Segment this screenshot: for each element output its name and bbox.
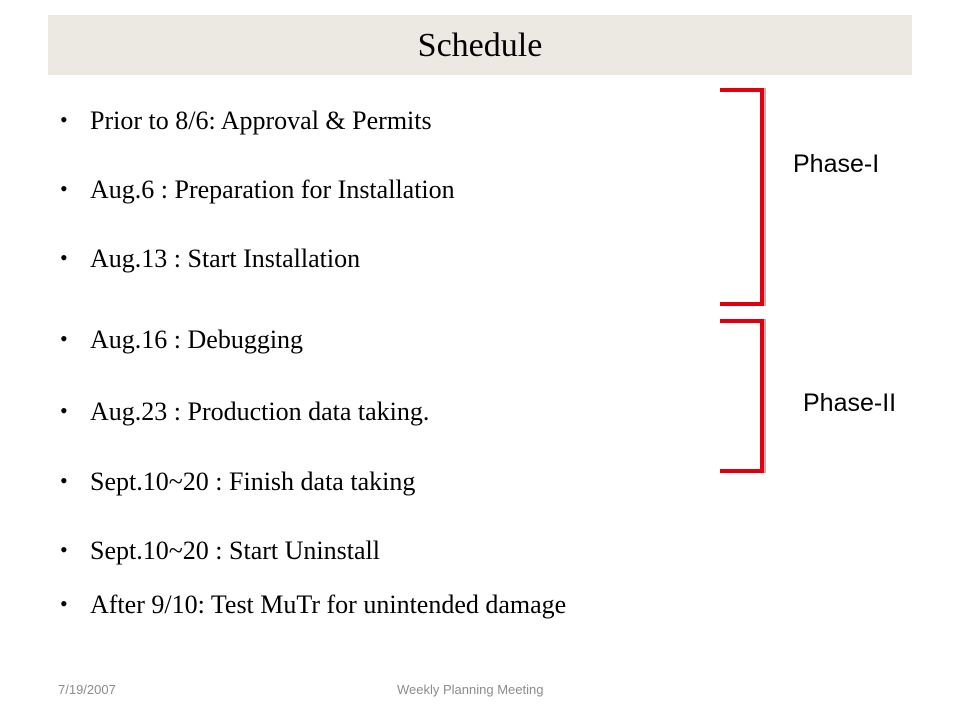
bullet-marker: • <box>60 468 68 493</box>
bullet-marker: • <box>60 245 68 270</box>
bullet-item-2 <box>60 175 455 205</box>
bullet-item-7 <box>60 536 380 566</box>
bullet-text: Sept.10~20 : Start Uninstall <box>90 536 380 565</box>
bullet-item-5 <box>60 397 429 427</box>
phase-2-bracket <box>720 319 764 473</box>
bullet-marker: • <box>60 591 68 616</box>
footer-meeting-title: Weekly Planning Meeting <box>397 682 544 697</box>
slide-title: Schedule <box>417 27 543 64</box>
bullet-text: Aug.6 : Preparation for Installation <box>90 175 455 204</box>
bullet-text: Prior to 8/6: Approval & Permits <box>90 106 432 135</box>
bullet-marker: • <box>60 326 68 351</box>
bullet-marker: • <box>60 107 68 132</box>
phase-1-bracket <box>720 88 764 306</box>
bullet-item-1 <box>60 106 432 136</box>
bullet-item-6 <box>60 467 415 497</box>
bullet-marker: • <box>60 398 68 423</box>
bullet-item-3 <box>60 244 360 274</box>
phase-2-label: Phase-II <box>803 389 897 417</box>
bullet-text: Aug.23 : Production data taking. <box>90 397 430 426</box>
footer-date: 7/19/2007 <box>58 682 116 697</box>
bullet-marker: • <box>60 537 68 562</box>
title-bar <box>48 15 912 75</box>
phase-1-label: Phase-I <box>793 150 880 178</box>
bullet-item-8 <box>60 590 566 620</box>
bullet-item-4 <box>60 325 303 355</box>
bullet-text: After 9/10: Test MuTr for unintended damage <box>90 590 567 619</box>
bullet-marker: • <box>60 176 68 201</box>
bullet-text: Aug.16 : Debugging <box>90 325 304 354</box>
bullet-text: Sept.10~20 : Finish data taking <box>90 467 416 496</box>
bullet-text: Aug.13 : Start Installation <box>90 244 361 273</box>
